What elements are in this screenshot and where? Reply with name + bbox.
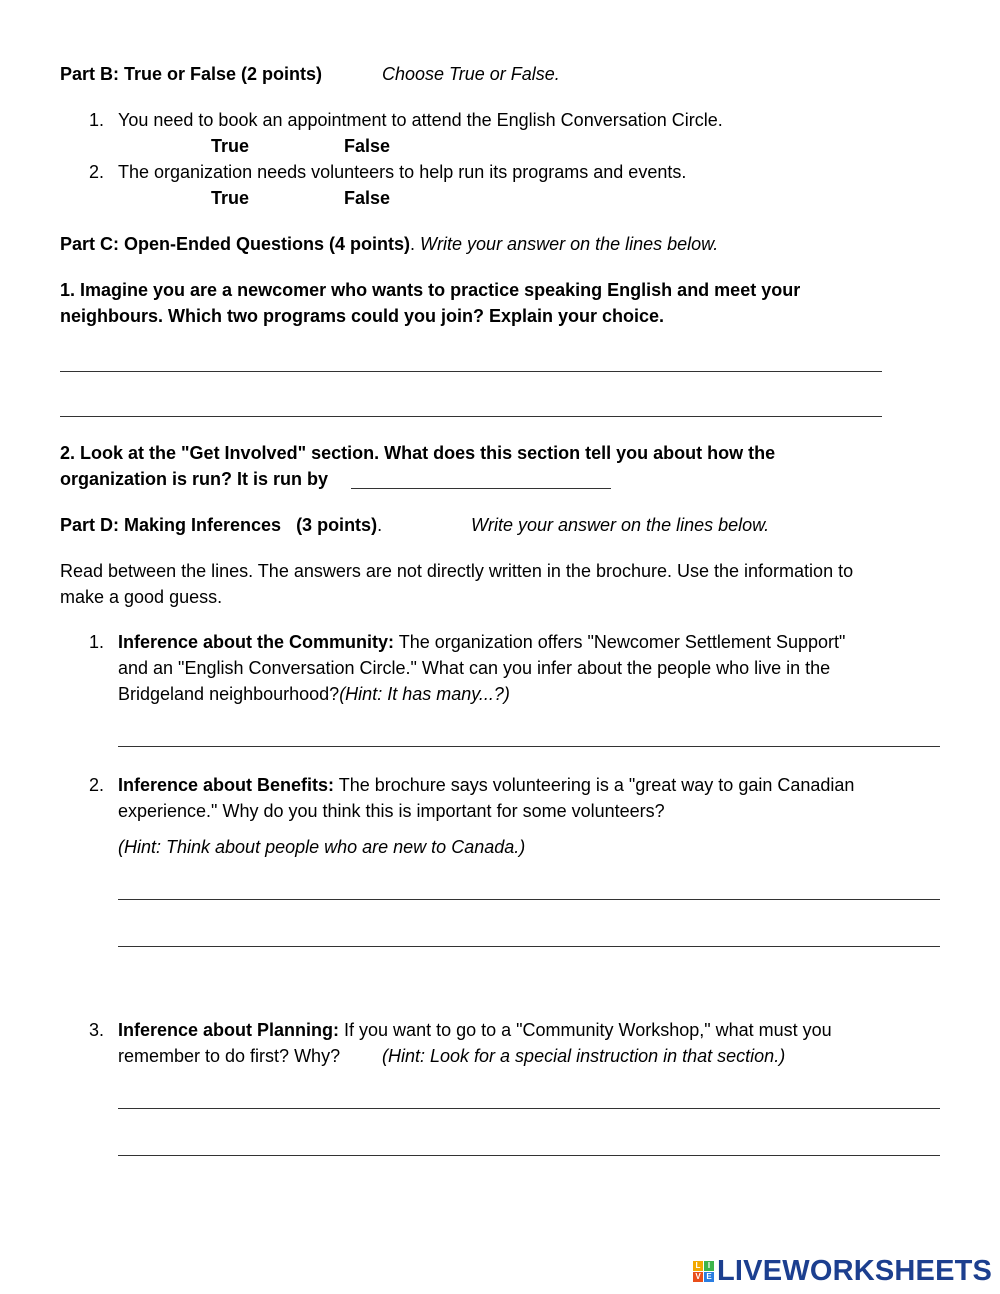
part-d-heading [60,512,382,538]
part-d-instruction: Write your answer on the lines below. [471,515,770,535]
logo-block: V [693,1272,703,1282]
logo-block: I [704,1261,714,1271]
part-d-intro-line2: make a good guess. [60,587,223,607]
logo-block: L [693,1261,703,1271]
inference-item-1-answer-line[interactable] [118,746,940,747]
part-b-instruction: Choose True or False. [382,64,560,84]
tf-item-2-false-option[interactable]: False [344,188,391,208]
inference-item-hint: (Hint: It has many...?) [339,684,510,704]
inference-item-hint: (Hint: Look for a special instruction in that section.) [382,1046,786,1066]
part-c-q2-line2: organization is run? It is run by [60,469,329,489]
part-c-q1-answer-line-1[interactable] [60,371,882,372]
part-b-title: Part B: True or False (2 points) [60,64,323,84]
tf-item-text: The organization needs volunteers to help run its programs and events. [118,162,687,182]
inference-item-number: 3. [88,1020,104,1040]
inference-item-3-line1 [118,1017,832,1043]
part-d-title: Part D: Making Inferences (3 points) [60,515,378,535]
tf-item-number: 2. [88,162,104,182]
inference-item-3-answer-line-1[interactable] [118,1108,940,1109]
inference-item-1-line3 [118,681,510,707]
inference-item-text: If you want to go to a "Community Workshop," what must you [339,1020,832,1040]
part-c-q1-answer-line-2[interactable] [60,416,882,417]
inference-item-1-line1 [118,629,845,655]
tf-item-1-false-option[interactable]: False [344,136,391,156]
part-c-title-end: . [410,234,416,254]
part-c-q2-blank[interactable] [351,488,611,489]
inference-item-text: The organization offers "Newcomer Settlement Support" [394,632,846,652]
tf-item-number: 1. [88,110,104,130]
inference-item-1-line2: and an "English Conversation Circle." What can you infer about the people who live in the [118,658,831,678]
inference-item-number: 1. [88,632,104,652]
logo-text: LIVEWORKSHEETS [717,1255,993,1287]
inference-item-2-answer-line-1[interactable] [118,899,940,900]
part-b-heading [60,61,322,87]
inference-item-2-line1 [118,772,854,798]
part-c-instruction: Write your answer on the lines below. [420,234,719,254]
part-c-q1-line1: 1. Imagine you are a newcomer who wants to practice speaking English and meet your [60,280,801,300]
inference-item-label: Inference about Benefits: [118,775,335,795]
inference-item-label: Inference about Planning: [118,1020,340,1040]
tf-item-1-true-option[interactable]: True [211,136,250,156]
tf-item-2-true-option[interactable]: True [211,188,250,208]
part-c-q1-line2: neighbours. Which two programs could you join? Explain your choice. [60,306,665,326]
part-d-intro-line1: Read between the lines. The answers are not directly written in the brochure. Use the information to [60,561,854,581]
inference-item-label: Inference about the Community: [118,632,395,652]
logo-blocks-icon [693,1261,714,1282]
inference-item-number: 2. [88,775,104,795]
part-c-title: Part C: Open-Ended Questions (4 points) [60,234,411,254]
inference-item-hint: (Hint: Think about people who are new to Canada.) [118,837,526,857]
part-d-title-end: . [377,515,383,535]
inference-item-3-line2: remember to do first? Why? [118,1046,341,1066]
logo-block: E [704,1272,714,1282]
liveworksheets-logo[interactable] [693,1254,992,1288]
inference-item-text: Bridgeland neighbourhood? [118,684,340,704]
inference-item-text: The brochure says volunteering is a "great way to gain Canadian [334,775,855,795]
inference-item-3-answer-line-2[interactable] [118,1155,940,1156]
tf-item-text: You need to book an appointment to attend the English Conversation Circle. [118,110,723,130]
part-c-q2-line1: 2. Look at the "Get Involved" section. What does this section tell you about how the [60,443,776,463]
part-c-heading [60,231,718,257]
inference-item-2-line2: experience." Why do you think this is important for some volunteers? [118,801,665,821]
inference-item-2-answer-line-2[interactable] [118,946,940,947]
